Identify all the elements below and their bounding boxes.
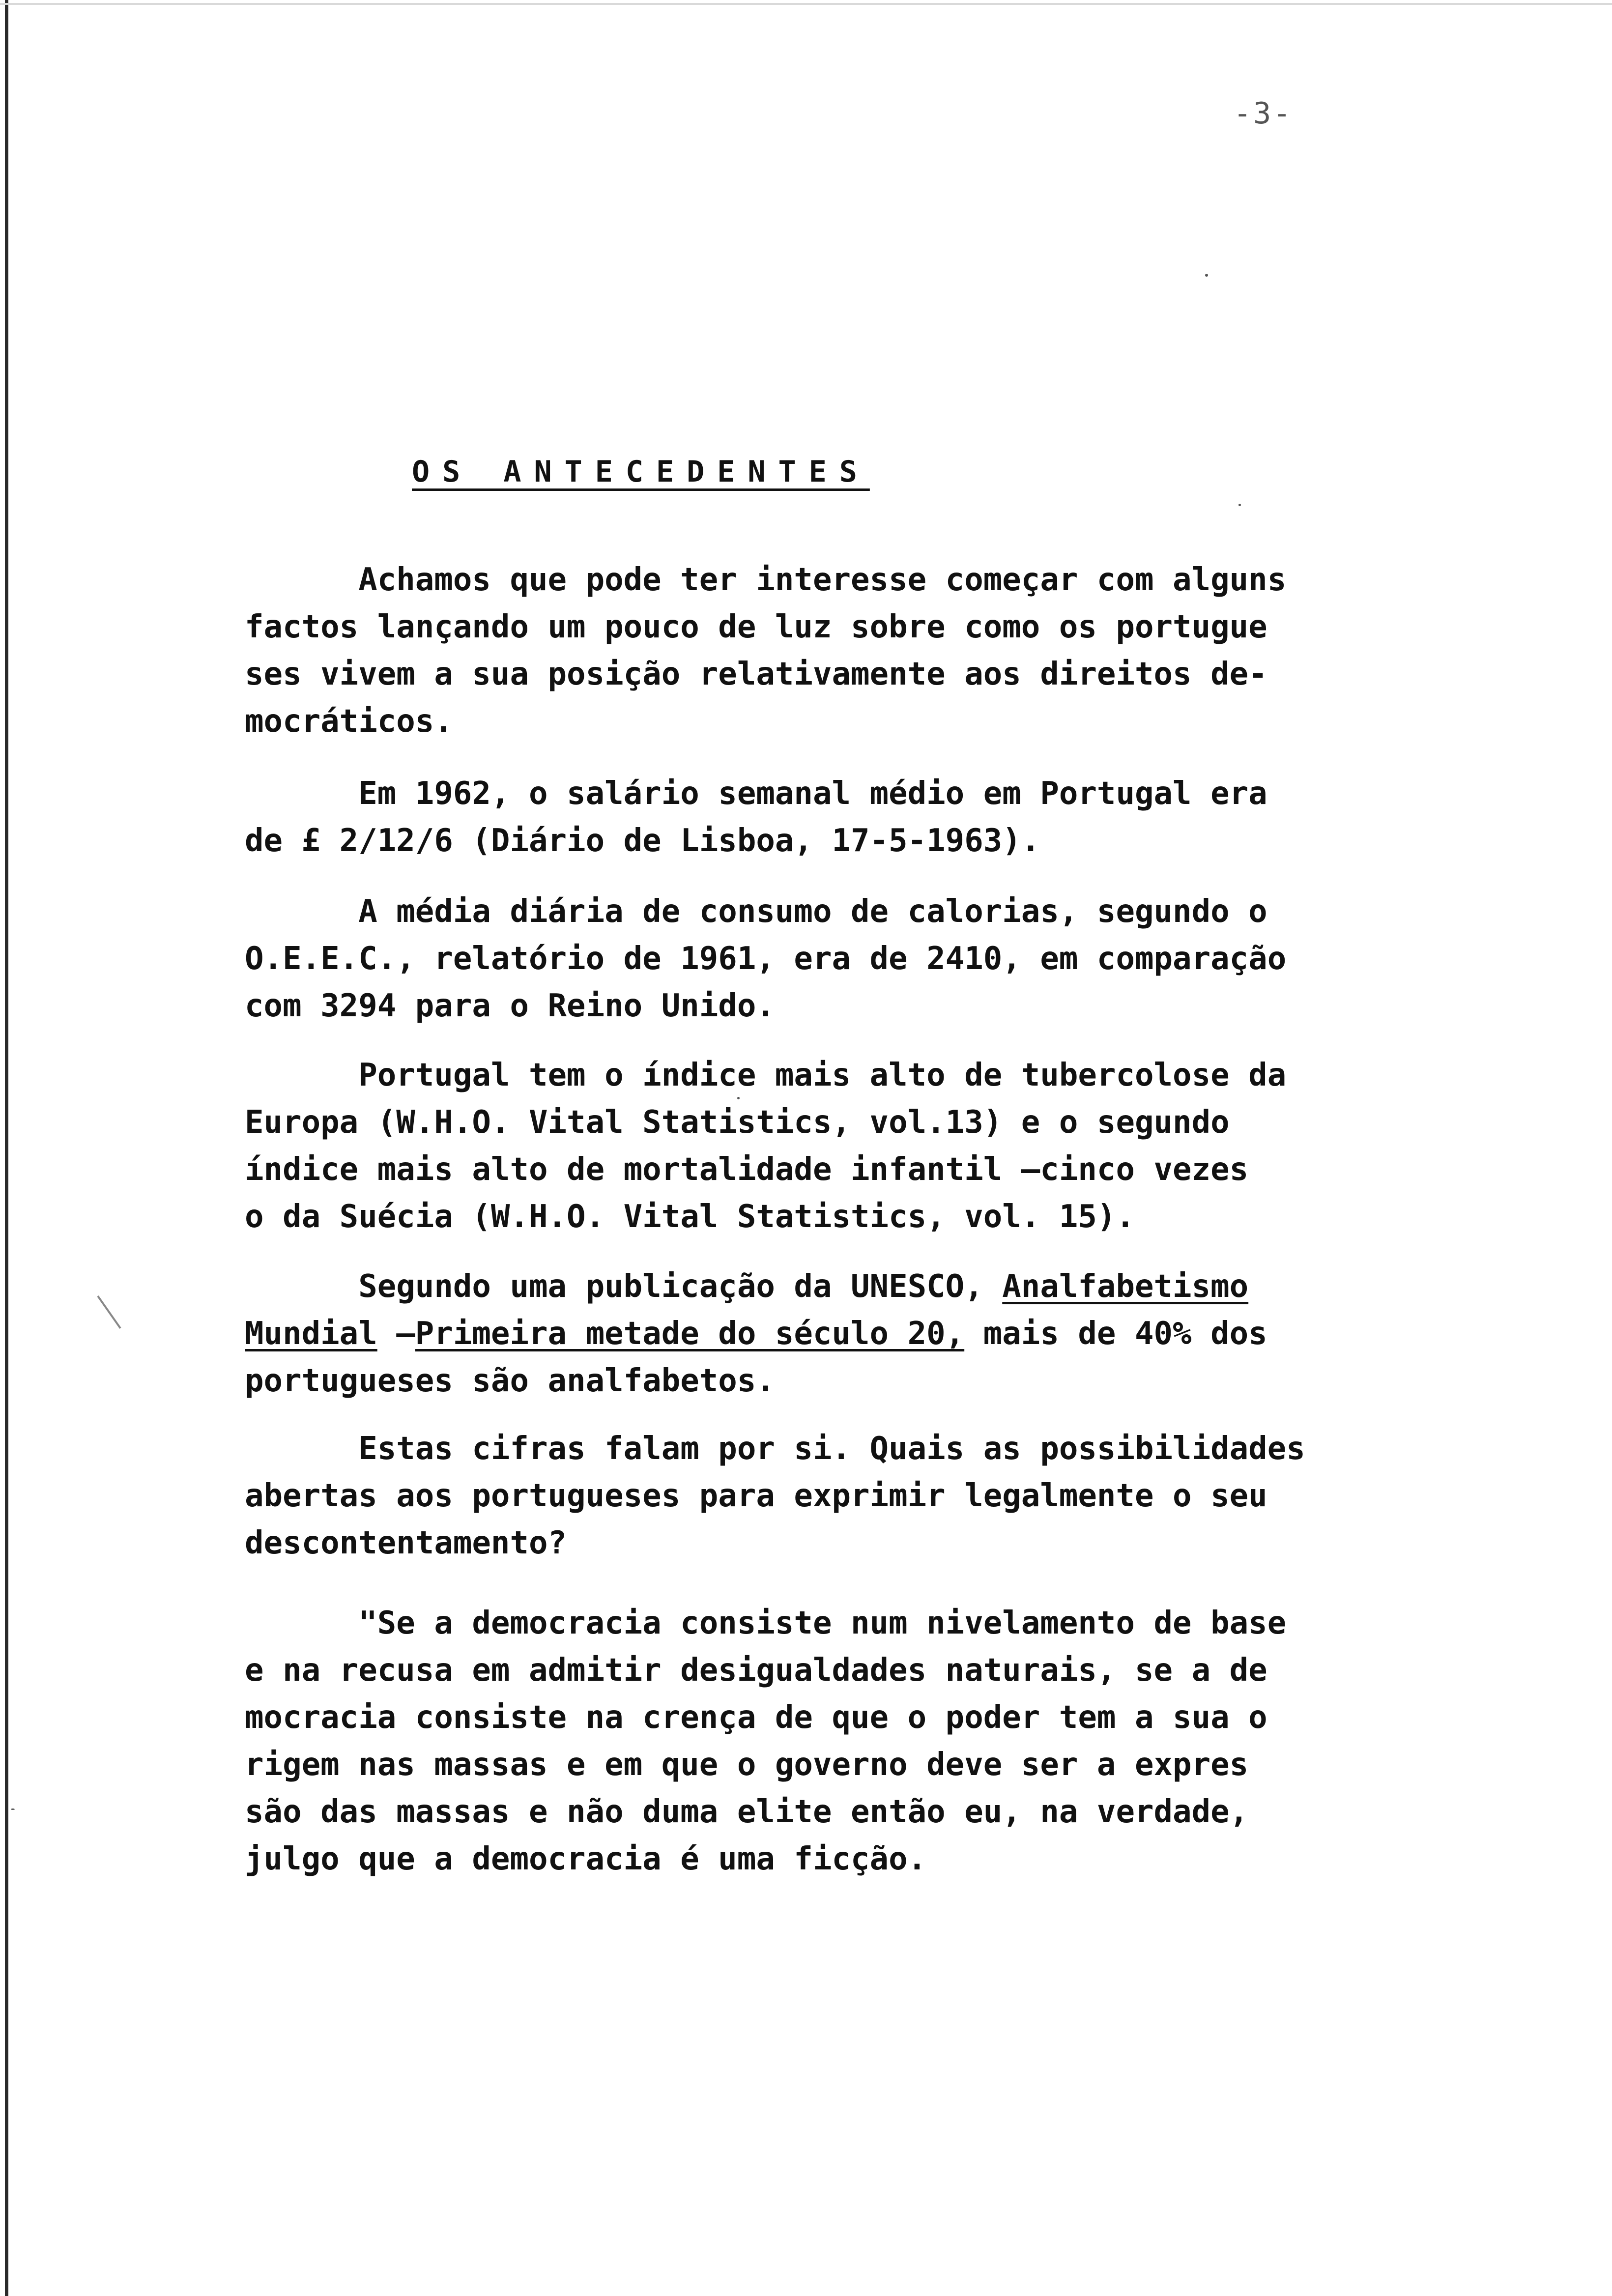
scan-speck [1238, 504, 1241, 506]
paragraph-line: com 3294 para o Reino Unido. [245, 988, 775, 1024]
paragraph-line: ses vivem a sua posição relativamente aos direitos de- [245, 656, 1267, 692]
paragraph-line: A média diária de consumo de calorias, segundo o [245, 893, 1267, 930]
paragraph-line: são das massas e não duma elite então eu, na verdade, [245, 1794, 1249, 1830]
book-title-underlined: Mundial [245, 1316, 377, 1352]
paragraph-line: índice mais alto de mortalidade infantil —cinco vezes [245, 1151, 1249, 1188]
section-heading: OS ANTECEDENTES [412, 455, 870, 489]
paragraph-line: de £ 2/12/6 (Diário de Lisboa, 17-5-1963). [245, 823, 1040, 859]
paragraph-line: Achamos que pode ter interesse começar com alguns [245, 562, 1287, 598]
paragraph-line: o da Suécia (W.H.O. Vital Statistics, vol. 15). [245, 1199, 1135, 1235]
paragraph-line: Europa (W.H.O. Vital Statistics, vol.13) e o segundo [245, 1104, 1230, 1141]
paragraph-line: Segundo uma publicação da UNESCO, [245, 1268, 1003, 1305]
paragraph-3 [245, 888, 1286, 1030]
paragraph-2 [245, 770, 1267, 864]
paragraph-line: O.E.E.C., relatório de 1961, era de 2410, em comparação [245, 941, 1287, 977]
paragraph-line: mocracia consiste na crença de que o poder tem a sua o [245, 1699, 1267, 1736]
paragraph-text: — [377, 1316, 415, 1352]
scan-speck [1205, 274, 1208, 277]
paragraph-7 [245, 1600, 1286, 1883]
paragraph-line: Em 1962, o salário semanal médio em Portugal era [245, 775, 1267, 812]
paragraph-line: factos lançando um pouco de luz sobre como os portugue [245, 609, 1267, 645]
paragraph-line: mocráticos. [245, 703, 453, 740]
paragraph-5 [245, 1263, 1267, 1405]
book-title-underlined: Analfabetismo [1002, 1268, 1249, 1305]
paragraph-line: portugueses são analfabetos. [245, 1363, 775, 1399]
paragraph-line: descontentamento? [245, 1525, 567, 1561]
paragraph-text: mais de 40% dos [964, 1316, 1267, 1352]
paragraph-line: Estas cifras falam por si. Quais as possibilidades [245, 1431, 1305, 1467]
paragraph-line: julgo que a democracia é uma ficção. [245, 1841, 927, 1877]
paragraph-line: abertas aos portugueses para exprimir legalmente o seu [245, 1478, 1267, 1514]
page-number: -3- [1234, 96, 1293, 131]
scan-speck [11, 1808, 15, 1810]
paragraph-6 [245, 1425, 1305, 1567]
scan-edge-top [0, 3, 1612, 5]
paragraph-1 [245, 556, 1286, 745]
paragraph-line: Portugal tem o índice mais alto de tubercolose da [245, 1057, 1287, 1093]
paragraph-4 [245, 1052, 1286, 1240]
scan-stroke-mark [97, 1295, 121, 1329]
scan-edge-left [5, 0, 8, 2296]
paragraph-line: "Se a democracia consiste num nivelamento de base [245, 1605, 1287, 1641]
book-subtitle-underlined: Primeira metade do século 20, [415, 1316, 965, 1352]
paragraph-line: e na recusa em admitir desigualdades naturais, se a de [245, 1652, 1267, 1689]
paragraph-line: rigem nas massas e em que o governo deve ser a expres [245, 1747, 1249, 1783]
